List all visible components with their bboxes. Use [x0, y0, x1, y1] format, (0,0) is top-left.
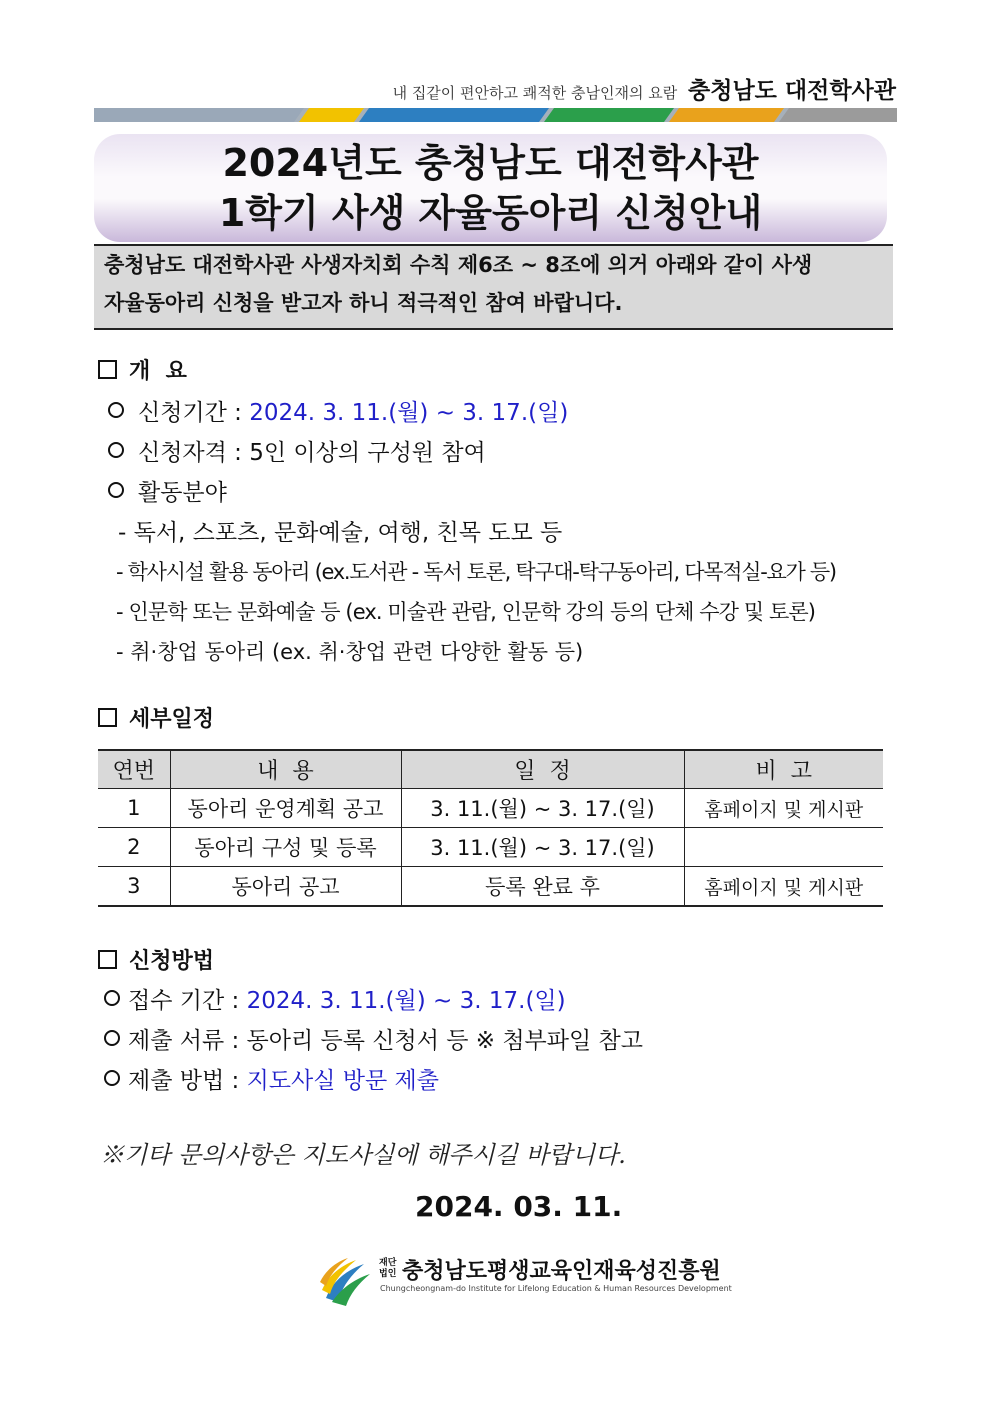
cell-content: 동아리 구성 및 등록 [170, 828, 401, 867]
method-docs-text: 제출 서류 : 동아리 등록 신청서 등 ※ 첨부파일 참고 [128, 1028, 643, 1054]
intro-line-2: 자율동아리 신청을 받고자 하니 적극적인 참여 바랍니다. [104, 291, 623, 315]
method-period-label: 접수 기간 : [128, 988, 240, 1014]
circle-bullet-icon [108, 482, 124, 498]
circle-bullet-icon [108, 442, 124, 458]
intro-box [94, 244, 893, 330]
section-overview-heading [98, 354, 187, 385]
cell-schedule: 3. 11.(월) ~ 3. 17.(일) [401, 789, 684, 828]
method-heading-text: 신청방법 [129, 949, 215, 974]
slogan-text: 내 집같이 편안하고 쾌적한 충남인재의 요람 [392, 84, 678, 102]
title-line-1: 2024년도 충청남도 대전학사관 [222, 141, 759, 185]
method-docs [104, 1022, 643, 1055]
cell-content: 동아리 공고 [170, 867, 401, 907]
circle-bullet-icon [104, 1070, 120, 1086]
circle-bullet-icon [104, 1030, 120, 1046]
intro-line-1: 충청남도 대전학사관 사생자치회 수칙 제6조 ~ 8조에 의거 아래와 같이 사생 [104, 253, 813, 277]
field-label: 활동분야 [138, 480, 227, 506]
method-period-value: 2024. 3. 11.(월) ~ 3. 17.(일) [246, 988, 566, 1014]
col-header-number: 연번 [98, 750, 170, 789]
overview-period [108, 394, 568, 427]
method-period [104, 982, 566, 1015]
schedule-table [98, 749, 883, 907]
checkbox-square-icon [98, 950, 117, 969]
checkbox-square-icon [98, 708, 117, 727]
cell-content: 동아리 운영계획 공고 [170, 789, 401, 828]
cell-number: 2 [98, 828, 170, 867]
cell-number: 3 [98, 867, 170, 907]
field-item: - 취·창업 동아리 (ex. 취·창업 관련 다양한 활동 등) [116, 640, 584, 664]
section-method-heading [98, 944, 214, 975]
title-line-2: 1학기 사생 자율동아리 신청안내 [218, 191, 763, 235]
method-how [104, 1062, 439, 1095]
table-row [98, 828, 883, 867]
cell-schedule: 3. 11.(월) ~ 3. 17.(일) [401, 828, 684, 867]
document-date: 2024. 03. 11. [415, 1190, 623, 1223]
qualification-text: 신청자격 : 5인 이상의 구성원 참여 [138, 440, 486, 466]
field-item: - 인문학 또는 문화예술 등 (ex. 미술관 관람, 인문학 강의 등의 단체 수강 및 토론) [116, 600, 816, 624]
overview-field [108, 474, 227, 507]
institute-logo [318, 1250, 732, 1310]
logo-prefix-line-1: 재단 [379, 1258, 397, 1268]
header-org-name: 충청남도 대전학사관 [688, 78, 896, 104]
cell-schedule: 등록 완료 후 [401, 867, 684, 907]
logo-english-name: Chungcheongnam-do Institute for Lifelong Education & Human Resources Development [380, 1284, 732, 1293]
table-row [98, 789, 883, 828]
overview-heading-text: 개 요 [129, 359, 187, 384]
method-how-value: 지도사실 방문 제출 [246, 1068, 439, 1094]
col-header-content: 내 용 [170, 750, 401, 789]
decorative-color-stripe [94, 108, 897, 122]
period-label: 신청기간 : [138, 400, 242, 426]
field-item: - 학사시설 활용 동아리 (ex.도서관 - 독서 토론, 탁구대-탁구동아리, 다목적실-요가 등) [116, 560, 836, 584]
overview-qualification [108, 434, 486, 467]
schedule-heading-text: 세부일정 [129, 707, 215, 732]
field-item: - 독서, 스포츠, 문화예술, 여행, 친목 도모 등 [118, 520, 563, 546]
cell-number: 1 [98, 789, 170, 828]
col-header-note: 비 고 [684, 750, 883, 789]
logo-prefix-line-2: 법인 [379, 1269, 397, 1279]
checkbox-square-icon [98, 360, 117, 379]
contact-note: ※기타 문의사항은 지도사실에 해주시길 바랍니다. [100, 1141, 626, 1169]
circle-bullet-icon [108, 402, 124, 418]
cell-note: 홈페이지 및 게시판 [684, 789, 883, 828]
cell-note: 홈페이지 및 게시판 [684, 867, 883, 907]
header-slogan [393, 72, 896, 105]
period-value: 2024. 3. 11.(월) ~ 3. 17.(일) [249, 400, 569, 426]
circle-bullet-icon [104, 990, 120, 1006]
col-header-schedule: 일 정 [401, 750, 684, 789]
logo-name: 충청남도평생교육인재육성진흥원 [402, 1259, 721, 1284]
title-box [94, 134, 887, 242]
method-how-label: 제출 방법 : [128, 1068, 240, 1094]
logo-prefix [379, 1258, 396, 1280]
table-header-row [98, 750, 883, 789]
institute-logo-icon [318, 1252, 374, 1308]
section-schedule-heading [98, 702, 214, 733]
cell-note [684, 828, 883, 867]
table-row [98, 867, 883, 907]
